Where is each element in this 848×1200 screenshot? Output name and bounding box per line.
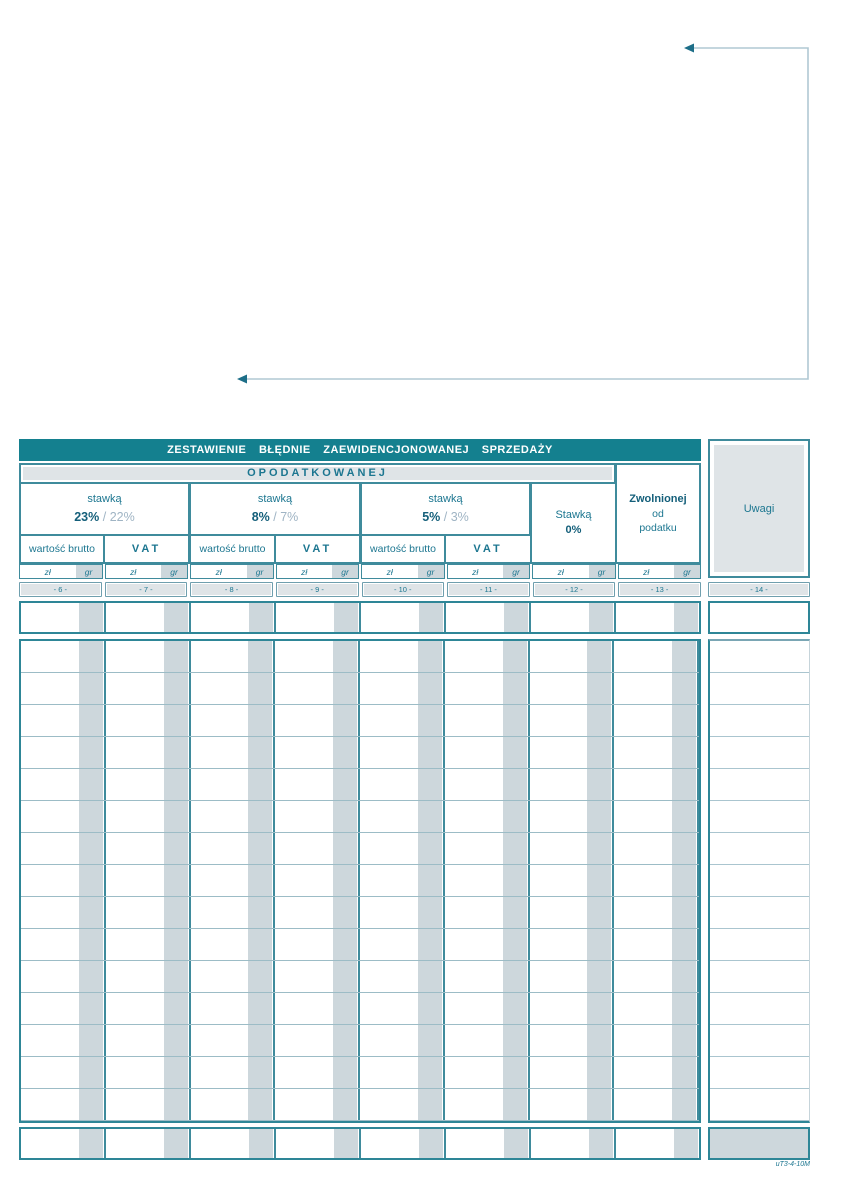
uwagi-entry-column[interactable] bbox=[708, 639, 810, 1123]
section-opodatkowanej bbox=[19, 463, 616, 484]
money-entry-column[interactable] bbox=[614, 641, 699, 1121]
form-title-text: ZESTAWIENIE BŁĘDNIE ZAEWIDENCJONOWANEJ SPRZEDAŻY bbox=[167, 444, 553, 456]
zl-label: zł bbox=[44, 566, 51, 577]
column-number-9: - 9 - bbox=[276, 582, 359, 597]
money-entry-column[interactable] bbox=[531, 603, 616, 632]
gr-label: gr bbox=[503, 565, 529, 578]
rate-separator: / bbox=[443, 509, 448, 524]
money-entry-column[interactable] bbox=[446, 1129, 531, 1158]
gross-label: wartość brutto bbox=[29, 542, 95, 555]
money-entry-column[interactable] bbox=[106, 603, 191, 632]
gr-label: gr bbox=[674, 565, 700, 578]
currency-unit-cell bbox=[447, 564, 531, 579]
gr-label: gr bbox=[332, 565, 358, 578]
currency-unit-cell bbox=[105, 564, 189, 579]
money-entry-column[interactable] bbox=[191, 641, 276, 1121]
vat-header-3 bbox=[444, 534, 532, 564]
gr-subcolumn-stripe bbox=[164, 641, 188, 1121]
rate-word: stawką bbox=[257, 493, 293, 506]
zl-label: zł bbox=[215, 566, 222, 577]
entry-grid bbox=[19, 639, 701, 1123]
section-opodatkowanej-label: OPODATKOWANEJ bbox=[247, 467, 388, 480]
form-code bbox=[708, 1161, 810, 1171]
carry-over-row bbox=[19, 601, 701, 634]
gr-subcolumn-stripe bbox=[333, 641, 357, 1121]
gr-subcolumn-stripe bbox=[419, 603, 443, 632]
gross-label: wartość brutto bbox=[199, 542, 266, 555]
column-number-11: - 11 - bbox=[447, 582, 530, 597]
gr-label: gr bbox=[247, 565, 273, 578]
vat-header-1 bbox=[103, 534, 190, 564]
money-entry-column[interactable] bbox=[21, 1129, 106, 1158]
column-number-6: - 6 - bbox=[19, 582, 102, 597]
rate-alt: 22% bbox=[109, 509, 135, 524]
exempt-line2: od bbox=[652, 507, 664, 520]
gr-subcolumn-stripe bbox=[674, 603, 698, 632]
money-entry-column[interactable] bbox=[106, 1129, 191, 1158]
column-number-8: - 8 - bbox=[190, 582, 273, 597]
gr-subcolumn-stripe bbox=[334, 603, 358, 632]
gr-subcolumn-stripe bbox=[674, 1129, 698, 1158]
gr-label: gr bbox=[161, 565, 187, 578]
currency-unit-cell bbox=[361, 564, 445, 579]
gr-subcolumn-stripe bbox=[249, 603, 273, 632]
money-entry-column[interactable] bbox=[531, 1129, 616, 1158]
exempt-line3: podatku bbox=[639, 521, 677, 534]
money-entry-column[interactable] bbox=[530, 641, 615, 1121]
vat-label: VAT bbox=[131, 542, 162, 555]
gr-subcolumn-stripe bbox=[672, 641, 696, 1121]
money-entry-column[interactable] bbox=[360, 641, 445, 1121]
currency-unit-cell bbox=[618, 564, 702, 579]
gr-subcolumn-stripe bbox=[164, 603, 188, 632]
money-entry-column[interactable] bbox=[275, 641, 360, 1121]
currency-unit-cell bbox=[19, 564, 103, 579]
uwagi-label: Uwagi bbox=[743, 502, 775, 515]
rate-group-8 bbox=[189, 482, 361, 536]
money-entry-column[interactable] bbox=[446, 603, 531, 632]
money-entry-column[interactable] bbox=[21, 641, 106, 1121]
uwagi-header bbox=[708, 439, 810, 578]
vat-label: VAT bbox=[302, 542, 333, 555]
exempt-line1: Zwolnionej bbox=[629, 492, 687, 505]
column-number-strip bbox=[19, 582, 701, 597]
gr-subcolumn-stripe bbox=[587, 641, 611, 1121]
gr-subcolumn-stripe bbox=[248, 641, 272, 1121]
gr-subcolumn-stripe bbox=[503, 641, 527, 1121]
rate-alt: 3% bbox=[450, 509, 469, 524]
summary-row bbox=[19, 1127, 701, 1160]
rate-group-23 bbox=[19, 482, 190, 536]
currency-unit-cell bbox=[532, 564, 616, 579]
rate-group-5 bbox=[360, 482, 531, 536]
rate-values-8 bbox=[252, 509, 299, 526]
rate-main: 8% bbox=[251, 509, 270, 524]
column-number-10: - 10 - bbox=[362, 582, 445, 597]
gr-label: gr bbox=[76, 565, 102, 578]
gr-label: gr bbox=[418, 565, 444, 578]
rate-alt: 7% bbox=[280, 509, 299, 524]
gr-subcolumn-stripe bbox=[249, 1129, 273, 1158]
money-entry-column[interactable] bbox=[361, 1129, 446, 1158]
vat-header-2 bbox=[274, 534, 361, 564]
column-number-13: - 13 - bbox=[618, 582, 701, 597]
money-entry-column[interactable] bbox=[21, 603, 106, 632]
gr-subcolumn-stripe bbox=[79, 1129, 103, 1158]
money-entry-column[interactable] bbox=[445, 641, 530, 1121]
gr-subcolumn-stripe bbox=[504, 603, 528, 632]
gr-subcolumn-stripe bbox=[589, 1129, 613, 1158]
gross-header-1 bbox=[19, 534, 105, 564]
rate-values-5 bbox=[422, 509, 469, 526]
vat-label: VAT bbox=[473, 542, 503, 555]
gr-subcolumn-stripe bbox=[79, 603, 103, 632]
gr-subcolumn-stripe bbox=[164, 1129, 188, 1158]
money-entry-column[interactable] bbox=[616, 603, 699, 632]
currency-unit-strip bbox=[19, 564, 701, 579]
zl-label: zł bbox=[386, 566, 393, 577]
zl-label: zł bbox=[301, 566, 308, 577]
gr-subcolumn-stripe bbox=[79, 641, 103, 1121]
gr-subcolumn-stripe bbox=[334, 1129, 358, 1158]
gr-label: gr bbox=[589, 565, 615, 578]
arrowhead-bottom-icon bbox=[237, 375, 247, 384]
rate-main: 23% bbox=[74, 509, 100, 524]
gr-subcolumn-stripe bbox=[589, 603, 613, 632]
zero-rate-value: 0% bbox=[565, 524, 582, 536]
column-number-7: - 7 - bbox=[105, 582, 188, 597]
gr-subcolumn-stripe bbox=[418, 641, 442, 1121]
zl-label: zł bbox=[472, 566, 479, 577]
arrowhead-top-icon bbox=[684, 44, 694, 53]
gross-label: wartość brutto bbox=[370, 542, 436, 555]
zl-label: zł bbox=[557, 566, 564, 577]
gross-header-2 bbox=[189, 534, 276, 564]
money-entry-column[interactable] bbox=[361, 603, 446, 632]
form-title bbox=[19, 439, 701, 461]
currency-unit-cell bbox=[276, 564, 360, 579]
rate-separator: / bbox=[102, 509, 107, 524]
money-entry-column[interactable] bbox=[191, 603, 276, 632]
exempt-header bbox=[615, 463, 701, 564]
money-entry-column[interactable] bbox=[106, 641, 191, 1121]
gr-subcolumn-stripe bbox=[419, 1129, 443, 1158]
form-code-text: uT3-4-10M bbox=[775, 1161, 810, 1168]
rate-main: 5% bbox=[422, 509, 441, 524]
rate-word: stawką bbox=[87, 493, 122, 506]
carry-over-uwagi-cell[interactable] bbox=[708, 601, 810, 634]
money-entry-column[interactable] bbox=[616, 1129, 699, 1158]
column-number-12: - 12 - bbox=[533, 582, 616, 597]
money-entry-column[interactable] bbox=[276, 1129, 361, 1158]
rate-word: stawką bbox=[428, 493, 463, 506]
rate-separator: / bbox=[273, 509, 277, 524]
rate-values-23 bbox=[74, 509, 135, 526]
money-entry-column[interactable] bbox=[276, 603, 361, 632]
rate-zero-header bbox=[530, 482, 617, 564]
zl-label: zł bbox=[643, 566, 650, 577]
zero-rate-word: Stawką bbox=[555, 509, 592, 522]
currency-unit-cell bbox=[190, 564, 274, 579]
gr-subcolumn-stripe bbox=[504, 1129, 528, 1158]
gross-header-3 bbox=[360, 534, 446, 564]
money-entry-column[interactable] bbox=[191, 1129, 276, 1158]
zl-label: zł bbox=[130, 566, 137, 577]
summary-uwagi-cell[interactable] bbox=[708, 1127, 810, 1160]
column-number-14: - 14 - bbox=[708, 582, 810, 597]
